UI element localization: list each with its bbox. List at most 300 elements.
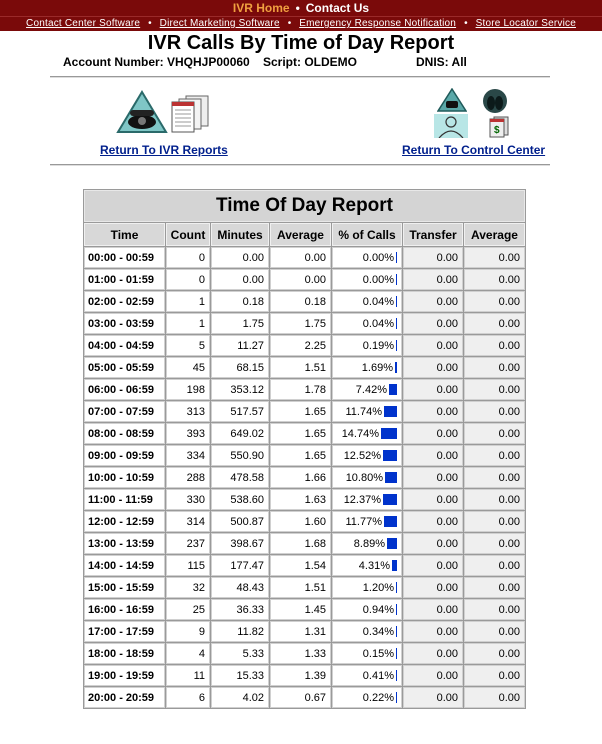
time-cell-value: 01:00 - 01:59 [88, 273, 155, 286]
average-cell-value: 1.68 [304, 537, 326, 550]
time-cell-value: 10:00 - 10:59 [88, 471, 155, 484]
percent-cell [332, 423, 402, 444]
transfer-cell [403, 247, 463, 268]
percent-cell-value: 1.69% [361, 361, 393, 374]
minutes-cell [211, 423, 269, 444]
transfer-average-cell [464, 599, 525, 620]
percent-cell [332, 401, 402, 422]
percent-cell-value: 0.34% [362, 625, 394, 638]
transfer-cell-value: 0.00 [436, 317, 458, 330]
table-row [84, 577, 525, 598]
transfer-cell [403, 555, 463, 576]
percent-cell [332, 555, 402, 576]
transfer-average-cell-value: 0.00 [498, 427, 520, 440]
transfer-average-cell [464, 247, 525, 268]
time-cell-value: 06:00 - 06:59 [88, 383, 155, 396]
telephone-icon[interactable] [437, 88, 467, 112]
account-number: Account Number: VHQHJP00060 [63, 55, 250, 69]
time-cell [84, 665, 165, 686]
subnav-separator: • [464, 18, 468, 29]
time-cell [84, 687, 165, 708]
transfer-cell-value: 0.00 [436, 251, 458, 264]
column-header-percent-of-calls: % of Calls [332, 223, 402, 246]
direct-marketing-software-link[interactable]: Direct Marketing Software [159, 18, 280, 29]
sub-nav-bar [0, 16, 602, 31]
table-row [84, 379, 525, 400]
time-cell-value: 14:00 - 14:59 [88, 559, 155, 572]
percent-cell [332, 533, 402, 554]
count-cell-value: 45 [192, 361, 205, 374]
percent-cell-value: 0.15% [362, 647, 394, 660]
count-cell [166, 247, 210, 268]
table-row [84, 621, 525, 642]
count-cell-value: 288 [186, 471, 205, 484]
column-header-count: Count [166, 223, 210, 246]
table-row [84, 269, 525, 290]
transfer-average-cell-value: 0.00 [498, 383, 520, 396]
average-cell [270, 379, 331, 400]
percent-bar [396, 318, 397, 329]
svg-text:$: $ [494, 125, 500, 136]
time-cell-value: 18:00 - 18:59 [88, 647, 155, 660]
table-row [84, 445, 525, 466]
transfer-average-cell [464, 511, 525, 532]
average-cell [270, 577, 331, 598]
count-cell [166, 665, 210, 686]
time-cell-value: 11:00 - 11:59 [88, 493, 153, 506]
percent-cell [332, 577, 402, 598]
count-cell-value: 0 [198, 251, 205, 264]
transfer-cell-value: 0.00 [436, 691, 458, 704]
average-cell [270, 423, 331, 444]
transfer-cell [403, 687, 463, 708]
transfer-average-cell-value: 0.00 [498, 625, 520, 638]
percent-bar [381, 428, 397, 439]
average-cell-value: 2.25 [304, 339, 326, 352]
table-row [84, 357, 525, 378]
average-cell [270, 555, 331, 576]
minutes-cell-value: 398.67 [230, 537, 264, 550]
average-cell [270, 401, 331, 422]
percent-bar [385, 472, 397, 483]
time-cell [84, 599, 165, 620]
percent-cell-value: 7.42% [355, 383, 387, 396]
transfer-cell [403, 665, 463, 686]
average-cell-value: 1.45 [304, 603, 326, 616]
percent-bar [383, 450, 397, 461]
transfer-average-cell-value: 0.00 [498, 537, 520, 550]
transfer-cell-value: 0.00 [436, 427, 458, 440]
average-cell-value: 1.78 [304, 383, 326, 396]
transfer-average-cell [464, 533, 525, 554]
transfer-cell [403, 599, 463, 620]
average-cell [270, 621, 331, 642]
return-to-control-center-link[interactable]: Return To Control Center [402, 143, 546, 157]
subnav-separator: • [148, 18, 152, 29]
minutes-cell [211, 621, 269, 642]
time-cell-value: 03:00 - 03:59 [88, 317, 155, 330]
count-cell-value: 198 [186, 383, 205, 396]
transfer-cell [403, 577, 463, 598]
minutes-cell-value: 353.12 [230, 383, 264, 396]
count-cell [166, 335, 210, 356]
time-cell [84, 401, 165, 422]
transfer-average-cell-value: 0.00 [498, 669, 520, 682]
time-cell [84, 445, 165, 466]
average-cell [270, 357, 331, 378]
count-cell-value: 0 [198, 273, 205, 286]
subnav-separator: • [287, 18, 292, 29]
table-row [84, 313, 525, 334]
average-cell [270, 269, 331, 290]
percent-cell [332, 313, 402, 334]
average-cell [270, 489, 331, 510]
time-cell-value: 16:00 - 16:59 [88, 603, 155, 616]
average-cell-value: 1.33 [304, 647, 326, 660]
emergency-response-notification-link[interactable]: Emergency Response Notification [299, 18, 457, 29]
money-icon[interactable] [486, 116, 510, 138]
time-of-day-report-table [83, 189, 526, 709]
transfer-cell [403, 291, 463, 312]
minutes-cell [211, 467, 269, 488]
minutes-cell-value: 0.18 [242, 295, 264, 308]
transfer-average-cell-value: 0.00 [498, 317, 520, 330]
transfer-cell-value: 0.00 [436, 603, 458, 616]
minutes-cell-value: 538.60 [230, 493, 264, 506]
minutes-cell-value: 0.00 [242, 251, 264, 264]
percent-cell-value: 0.04% [362, 317, 394, 330]
count-cell [166, 687, 210, 708]
percent-bar [396, 252, 397, 263]
average-cell [270, 687, 331, 708]
transfer-average-cell-value: 0.00 [498, 273, 520, 286]
minutes-cell [211, 489, 269, 510]
percent-bar [396, 670, 397, 681]
percent-bar [396, 296, 397, 307]
transfer-average-cell [464, 489, 525, 510]
percent-cell-value: 12.52% [343, 449, 381, 462]
time-cell [84, 313, 165, 334]
minutes-cell [211, 445, 269, 466]
average-cell-value: 1.60 [304, 515, 326, 528]
transfer-cell-value: 0.00 [436, 273, 458, 286]
divider [50, 76, 550, 78]
transfer-cell [403, 313, 463, 334]
time-cell-value: 20:00 - 20:59 [88, 691, 155, 704]
percent-cell [332, 247, 402, 268]
transfer-average-cell [464, 687, 525, 708]
percent-bar [395, 362, 397, 373]
percent-cell-value: 4.31% [358, 559, 390, 572]
percent-cell [332, 269, 402, 290]
percent-bar [396, 340, 397, 351]
count-cell [166, 599, 210, 620]
average-cell [270, 467, 331, 488]
table-row [84, 533, 525, 554]
time-cell-value: 08:00 - 08:59 [88, 427, 155, 440]
minutes-cell [211, 291, 269, 312]
percent-cell-value: 0.00% [362, 251, 394, 264]
time-cell [84, 511, 165, 532]
table-row [84, 247, 525, 268]
count-cell-value: 314 [186, 515, 205, 528]
time-cell [84, 467, 165, 488]
average-cell [270, 643, 331, 664]
time-cell [84, 379, 165, 400]
divider [50, 164, 550, 166]
transfer-cell [403, 423, 463, 444]
table-row [84, 489, 525, 510]
transfer-cell-value: 0.00 [436, 537, 458, 550]
minutes-cell [211, 379, 269, 400]
percent-cell [332, 335, 402, 356]
time-cell [84, 357, 165, 378]
minutes-cell-value: 0.00 [242, 273, 264, 286]
minutes-cell [211, 533, 269, 554]
average-cell-value: 1.65 [304, 405, 326, 418]
transfer-average-cell-value: 0.00 [498, 515, 520, 528]
transfer-cell-value: 0.00 [436, 669, 458, 682]
transfer-cell [403, 269, 463, 290]
transfer-cell [403, 489, 463, 510]
time-cell [84, 335, 165, 356]
count-cell [166, 445, 210, 466]
count-cell [166, 621, 210, 642]
transfer-average-cell [464, 643, 525, 664]
minutes-cell-value: 649.02 [230, 427, 264, 440]
person-icon[interactable] [434, 114, 468, 138]
count-cell [166, 401, 210, 422]
transfer-cell [403, 533, 463, 554]
minutes-cell-value: 36.33 [236, 603, 264, 616]
percent-cell-value: 11.74% [345, 405, 382, 418]
minutes-cell-value: 15.33 [236, 669, 264, 682]
percent-bar [396, 274, 397, 285]
transfer-average-cell [464, 555, 525, 576]
average-cell [270, 533, 331, 554]
percent-cell-value: 0.94% [362, 603, 394, 616]
count-cell [166, 467, 210, 488]
transfer-average-cell [464, 291, 525, 312]
store-locator-service-link[interactable]: Store Locator Service [475, 18, 576, 29]
percent-bar [389, 384, 397, 395]
transfer-average-cell [464, 665, 525, 686]
table-row [84, 401, 525, 422]
count-cell [166, 313, 210, 334]
average-cell-value: 1.51 [304, 361, 326, 374]
average-cell-value: 0.67 [304, 691, 326, 704]
count-cell [166, 511, 210, 532]
percent-cell-value: 8.89% [353, 537, 385, 550]
count-cell [166, 577, 210, 598]
count-cell [166, 555, 210, 576]
percent-cell [332, 467, 402, 488]
minutes-cell [211, 401, 269, 422]
transfer-average-cell [464, 445, 525, 466]
percent-bar [396, 604, 397, 615]
count-cell-value: 313 [186, 405, 205, 418]
transfer-cell [403, 357, 463, 378]
transfer-average-cell-value: 0.00 [498, 295, 520, 308]
reports-icon[interactable] [170, 94, 212, 134]
count-cell-value: 6 [198, 691, 205, 704]
time-cell [84, 621, 165, 642]
percent-cell-value: 0.00% [362, 273, 394, 286]
ivr-home-link[interactable]: IVR Home [232, 1, 290, 15]
average-cell-value: 0.18 [304, 295, 326, 308]
time-cell [84, 577, 165, 598]
transfer-cell-value: 0.00 [436, 361, 458, 374]
percent-cell-value: 11.77% [345, 515, 382, 528]
count-cell-value: 4 [198, 647, 205, 660]
minutes-cell [211, 643, 269, 664]
minutes-cell [211, 687, 269, 708]
count-cell-value: 5 [198, 339, 205, 352]
percent-bar [384, 406, 397, 417]
nav-separator: • [295, 1, 300, 15]
average-cell [270, 335, 331, 356]
minutes-cell [211, 599, 269, 620]
time-cell [84, 555, 165, 576]
time-cell-value: 12:00 - 12:59 [88, 515, 155, 528]
average-cell [270, 599, 331, 620]
count-cell-value: 115 [187, 559, 205, 572]
table-row [84, 687, 525, 708]
average-cell [270, 291, 331, 312]
minutes-cell-value: 517.57 [230, 405, 264, 418]
count-cell-value: 32 [192, 581, 205, 594]
time-cell [84, 643, 165, 664]
time-cell [84, 423, 165, 444]
table-row [84, 467, 525, 488]
percent-bar [396, 692, 397, 703]
transfer-cell-value: 0.00 [436, 559, 458, 572]
transfer-cell-value: 0.00 [436, 295, 458, 308]
percent-cell-value: 10.80% [345, 471, 383, 484]
page-title: IVR Calls By Time of Day Report [147, 32, 455, 54]
count-cell [166, 269, 210, 290]
transfer-average-cell [464, 313, 525, 334]
count-cell-value: 237 [186, 537, 205, 550]
percent-cell [332, 291, 402, 312]
minutes-cell-value: 550.90 [230, 449, 264, 462]
transfer-average-cell [464, 269, 525, 290]
average-cell [270, 665, 331, 686]
average-cell-value: 1.75 [304, 317, 326, 330]
column-header-minutes: Minutes [211, 223, 269, 246]
average-cell-value: 1.31 [304, 625, 326, 638]
average-cell-value: 1.39 [304, 669, 326, 682]
time-cell-value: 02:00 - 02:59 [88, 295, 155, 308]
count-cell-value: 334 [186, 449, 205, 462]
count-cell-value: 25 [192, 603, 205, 616]
percent-cell [332, 599, 402, 620]
transfer-average-cell-value: 0.00 [498, 405, 520, 418]
transfer-cell [403, 335, 463, 356]
count-cell-value: 11 [193, 669, 205, 682]
transfer-average-cell-value: 0.00 [498, 581, 520, 594]
report-caption: Time Of Day Report [84, 190, 525, 222]
count-cell [166, 423, 210, 444]
minutes-cell-value: 11.27 [237, 339, 264, 352]
percent-cell [332, 511, 402, 532]
telephone-icon[interactable] [116, 90, 168, 134]
transfer-average-cell-value: 0.00 [498, 361, 520, 374]
count-cell-value: 1 [198, 295, 205, 308]
minutes-cell [211, 357, 269, 378]
transfer-cell [403, 621, 463, 642]
time-cell [84, 533, 165, 554]
transfer-average-cell-value: 0.00 [498, 647, 520, 660]
average-cell [270, 445, 331, 466]
percent-cell [332, 621, 402, 642]
top-nav-bar [0, 0, 602, 16]
table-row [84, 599, 525, 620]
headset-icon[interactable] [482, 88, 508, 114]
percent-cell [332, 379, 402, 400]
time-cell-value: 17:00 - 17:59 [88, 625, 155, 638]
count-cell [166, 489, 210, 510]
percent-cell [332, 687, 402, 708]
transfer-cell [403, 379, 463, 400]
transfer-cell-value: 0.00 [436, 581, 458, 594]
transfer-cell [403, 445, 463, 466]
transfer-average-cell-value: 0.00 [498, 559, 520, 572]
return-to-ivr-reports-link[interactable]: Return To IVR Reports [100, 143, 228, 157]
transfer-average-cell [464, 357, 525, 378]
table-row [84, 643, 525, 664]
minutes-cell-value: 68.15 [236, 361, 264, 374]
count-cell-value: 330 [186, 493, 205, 506]
average-cell-value: 1.66 [304, 471, 326, 484]
minutes-cell [211, 665, 269, 686]
minutes-cell-value: 5.33 [242, 647, 264, 660]
count-cell-value: 393 [186, 427, 205, 440]
contact-us-link[interactable]: Contact Us [305, 1, 370, 15]
time-cell-value: 07:00 - 07:59 [88, 405, 155, 418]
percent-cell [332, 357, 402, 378]
percent-cell-value: 0.04% [362, 295, 394, 308]
time-cell-value: 04:00 - 04:59 [88, 339, 155, 352]
dnis-value: DNIS: All [416, 55, 467, 69]
column-header-transfer-average: Average [464, 223, 525, 246]
percent-cell-value: 14.74% [341, 427, 379, 440]
time-cell [84, 291, 165, 312]
transfer-cell-value: 0.00 [436, 647, 458, 660]
transfer-average-cell [464, 379, 525, 400]
time-cell-value: 09:00 - 09:59 [88, 449, 155, 462]
time-cell-value: 05:00 - 05:59 [88, 361, 155, 374]
transfer-cell-value: 0.00 [436, 339, 458, 352]
transfer-cell-value: 0.00 [436, 625, 458, 638]
minutes-cell-value: 4.02 [242, 691, 264, 704]
count-cell [166, 533, 210, 554]
percent-bar [396, 582, 397, 593]
contact-center-software-link[interactable]: Contact Center Software [26, 18, 141, 29]
count-cell [166, 643, 210, 664]
minutes-cell-value: 1.75 [242, 317, 264, 330]
transfer-average-cell-value: 0.00 [498, 449, 520, 462]
average-cell-value: 0.00 [304, 251, 326, 264]
percent-cell-value: 12.37% [343, 493, 381, 506]
transfer-average-cell [464, 423, 525, 444]
average-cell-value: 0.00 [304, 273, 326, 286]
average-cell-value: 1.65 [304, 449, 326, 462]
minutes-cell [211, 269, 269, 290]
count-cell-value: 9 [198, 625, 205, 638]
time-cell-value: 00:00 - 00:59 [88, 251, 155, 264]
transfer-cell-value: 0.00 [436, 383, 458, 396]
